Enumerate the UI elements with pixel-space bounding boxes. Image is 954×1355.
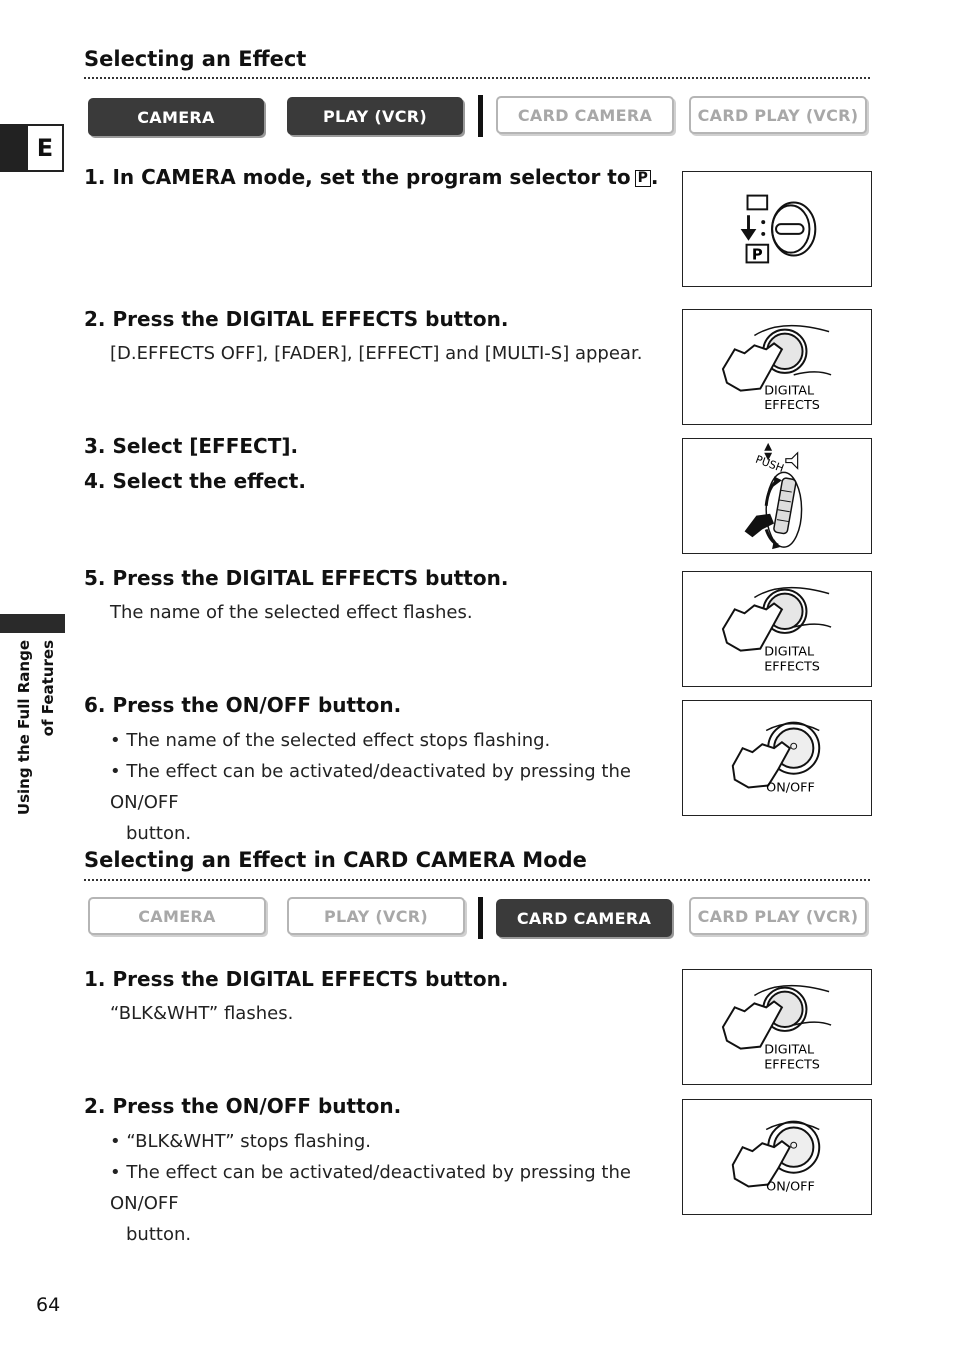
- finger-pressing-icon: [723, 1001, 782, 1048]
- card-step-2: 2. Press the ON/OFF button.: [84, 1094, 402, 1118]
- p-label: P: [751, 246, 763, 264]
- bullet-item: • The name of the selected effect stops flashing.: [110, 730, 551, 751]
- step-6-bullets: [110, 725, 670, 849]
- svg-text:EFFECTS: EFFECTS: [764, 398, 820, 414]
- mode-card-play-vcr: CARD PLAY (VCR): [689, 96, 867, 134]
- figure-selector-dial: [682, 438, 872, 554]
- finger-pressing-icon: [723, 603, 782, 650]
- section-title-card-camera: Selecting an Effect in CARD CAMERA Mode: [84, 848, 587, 872]
- section-divider: [84, 879, 870, 881]
- step-2-desc: [D.EFFECTS OFF], [FADER], [EFFECT] and [MULTI-S] appear.: [110, 343, 643, 364]
- section-divider: [84, 77, 870, 79]
- push-label: PUSH: [753, 452, 786, 476]
- svg-text:DIGITAL: DIGITAL: [764, 1042, 815, 1058]
- chapter-marker-bar: [0, 614, 65, 633]
- chapter-title-line2: of Features: [39, 640, 57, 737]
- digital-effects-label: DIGITAL: [764, 383, 815, 399]
- bullet-item: • The effect can be activated/deactivated by pressing the ON/OFF button.: [110, 1162, 631, 1245]
- step-6: 6. Press the ON/OFF button.: [84, 693, 402, 717]
- chapter-title-line1: Using the Full Range: [15, 640, 33, 816]
- figure-digital-effects-button-2: [682, 571, 872, 687]
- card-step-1: 1. Press the DIGITAL EFFECTS button.: [84, 967, 509, 991]
- language-tab: E: [26, 124, 64, 172]
- figure-onoff-button-2: [682, 1099, 872, 1215]
- program-p-icon: P: [635, 170, 651, 187]
- bullet-item: • “BLK&WHT” stops flashing.: [110, 1131, 371, 1152]
- mode-camera: CAMERA: [88, 897, 266, 935]
- mode-separator: [478, 897, 483, 939]
- svg-text:ON/OFF: ON/OFF: [766, 1179, 815, 1195]
- mode-card-camera: CARD CAMERA: [496, 899, 672, 937]
- section-title-selecting-effect: Selecting an Effect: [84, 47, 307, 71]
- svg-text:EFFECTS: EFFECTS: [764, 1057, 820, 1073]
- speaker-icon: [786, 453, 798, 469]
- svg-text:DIGITAL: DIGITAL: [764, 644, 815, 660]
- mode-separator: [478, 95, 483, 137]
- mode-card-camera: CARD CAMERA: [496, 96, 674, 134]
- figure-onoff-button: [682, 700, 872, 816]
- mode-camera: CAMERA: [88, 98, 264, 136]
- step-1-text: 1. In CAMERA mode, set the program selector to: [84, 165, 631, 189]
- svg-text:EFFECTS: EFFECTS: [764, 659, 820, 675]
- step-3: 3. Select [EFFECT].: [84, 434, 299, 458]
- mode-play-vcr: PLAY (VCR): [287, 897, 465, 935]
- onoff-label: ON/OFF: [766, 780, 815, 796]
- mode-play-vcr: PLAY (VCR): [287, 97, 463, 135]
- step-4: 4. Select the effect.: [84, 469, 306, 493]
- card-step-1-desc: “BLK&WHT” flashes.: [110, 1003, 294, 1024]
- bullet-item: • The effect can be activated/deactivated by pressing the ON/OFF button.: [110, 761, 631, 844]
- figure-digital-effects-button: [682, 309, 872, 425]
- mode-card-play-vcr: CARD PLAY (VCR): [689, 897, 867, 935]
- card-step-2-bullets: [110, 1126, 670, 1250]
- step-1: 1. In CAMERA mode, set the program selector to P .: [84, 165, 659, 189]
- figure-program-selector: [682, 171, 872, 287]
- step-2: 2. Press the DIGITAL EFFECTS button.: [84, 307, 509, 331]
- page-number: 64: [36, 1294, 61, 1316]
- figure-digital-effects-button-3: [682, 969, 872, 1085]
- step-5-desc: The name of the selected effect flashes.: [110, 602, 473, 623]
- chapter-vertical-title: [12, 640, 60, 830]
- step-5: 5. Press the DIGITAL EFFECTS button.: [84, 566, 509, 590]
